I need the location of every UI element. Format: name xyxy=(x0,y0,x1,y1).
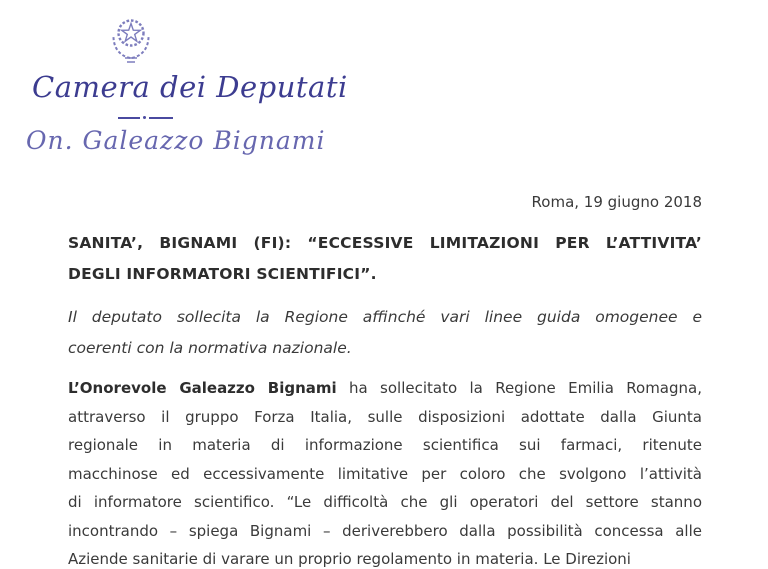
body-line: Aziende sanitarie di varare un proprio regolamento in materia. Le Direzioni xyxy=(68,550,631,568)
letterhead xyxy=(0,0,348,180)
headline-line: DEGLI INFORMATORI SCIENTIFICI”. xyxy=(68,265,377,283)
headline-para xyxy=(68,228,702,290)
body-line: incontrando – spiega Bignami – deriverebbero dalla possibilità concessa alle xyxy=(68,521,702,540)
body-line: regionale in materia di informazione scientifica sui farmaci, ritenute xyxy=(68,436,702,454)
subtitle-line: coerenti con la normativa nazionale. xyxy=(68,339,352,357)
deputy-name: On. Galeazzo Bignami xyxy=(26,126,326,155)
subtitle-line: Il deputato sollecita la Regione affinché vari linee guida omogenee e xyxy=(68,308,702,326)
body-line: attraverso il gruppo Forza Italia, sulle disposizioni adottate dalla Giunta xyxy=(68,407,702,426)
institution-name: Camera dei Deputati xyxy=(32,70,348,104)
bold-lead-text: L’Onorevole Galeazzo Bignami xyxy=(68,379,337,397)
body-line: macchinose ed eccessivamente limitative per coloro che svolgono l’attività xyxy=(68,464,702,483)
body-para xyxy=(68,374,702,569)
italian-republic-emblem-icon xyxy=(101,12,161,68)
headline-line: SANITA’, BIGNAMI (FI): “ECCESSIVE LIMITAZIONI PER L’ATTIVITA’ xyxy=(68,234,702,252)
body-line: di informatore scientifico. “Le difficoltà che gli operatori del settore stanno xyxy=(68,493,702,511)
body-line: L’Onorevole Galeazzo Bignami ha sollecitato la Regione Emilia Romagna, xyxy=(68,379,702,397)
dateline: Roma, 19 giugno 2018 xyxy=(531,193,702,211)
letterhead-divider xyxy=(118,116,173,119)
subtitle-para xyxy=(68,302,702,364)
document-content xyxy=(68,228,702,569)
